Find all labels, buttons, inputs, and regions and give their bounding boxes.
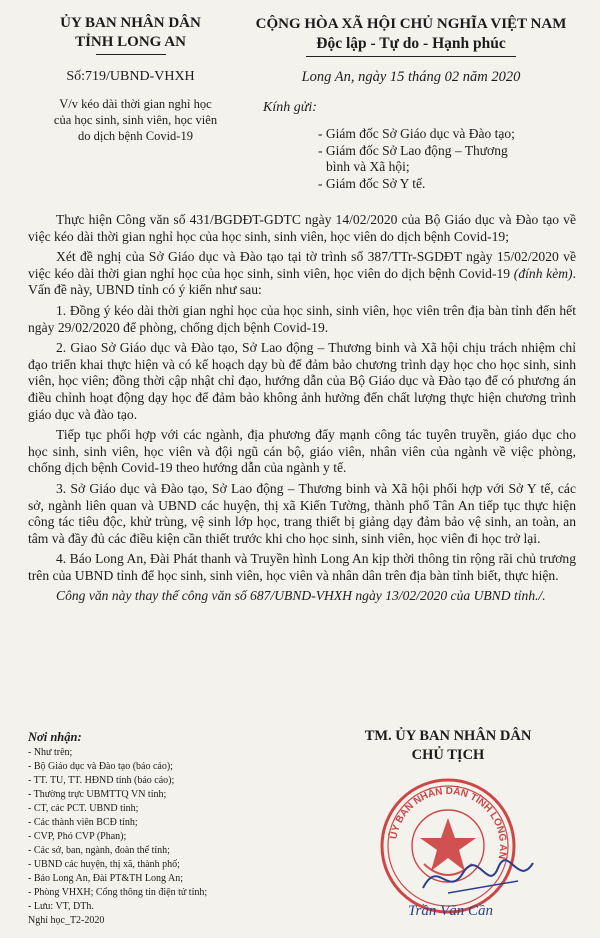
signer-name: Trần Văn Cần xyxy=(408,903,494,919)
motto-underline xyxy=(306,56,516,57)
signature-block xyxy=(328,728,568,919)
distribution-item: - Thường trực UBMTTQ VN tỉnh; xyxy=(28,789,167,800)
nation-name: CỘNG HÒA XÃ HỘI CHỦ NGHĨA VIỆT NAM xyxy=(255,16,567,32)
distribution-item: - UBND các huyện, thị xã, thành phố; xyxy=(28,859,180,870)
signer-role: CHỦ TỊCH xyxy=(411,747,485,763)
distribution-item: - TT. TU, TT. HĐND tỉnh (báo cáo); xyxy=(28,775,175,786)
distribution-list xyxy=(28,730,288,928)
distribution-item: - CVP, Phó CVP (Phan); xyxy=(28,831,127,842)
issuing-agency xyxy=(28,14,233,57)
distribution-item: - Phòng VHXH; Cổng thông tin điện tử tỉnh; xyxy=(28,887,208,898)
document-number: Số:719/UBND-VHXH xyxy=(66,69,195,84)
recipient-item: - Giám đốc Sở Lao động – Thương xyxy=(318,142,508,158)
paragraph-text: Xét đề nghị của Sở Giáo dục và Đào tạo tại tờ trình số 387/TTr-SGDĐT ngày 15/02/2020 về việc kéo dài thời gian nghỉ học của học sinh, sinh viên, học viên do dịch bệnh Covid-19 xyxy=(28,249,576,281)
paragraph-text: . Vấn đề này, UBND tỉnh có ý kiến như sau: xyxy=(28,265,576,298)
recipient-item: bình và Xã hội; xyxy=(326,159,410,174)
recipient-item: - Giám đốc Sở Giáo dục và Đào tạo; xyxy=(318,126,515,141)
handwritten-signature xyxy=(418,853,538,903)
distribution-item: - Như trên; xyxy=(28,747,73,758)
subject-line: do dịch bệnh Covid-19 xyxy=(78,129,193,143)
body-paragraph: Thực hiện Công văn số 431/BGDĐT-GDTC ngày 14/02/2020 của Bộ Giáo dục và Đào tạo về việc kéo dài thời gian nghỉ học của học sinh, sinh viên, học viên do dịch bệnh Covid-19; xyxy=(28,212,576,244)
closing-paragraph: Công văn này thay thế công văn số 687/UBND-VHXH ngày 13/02/2020 của UBND tỉnh./. xyxy=(56,588,546,604)
distribution-item: - Các sở, ban, ngành, đoàn thể tỉnh; xyxy=(28,845,170,856)
distribution-item: - Bộ Giáo dục và Đào tạo (báo cáo); xyxy=(28,761,173,772)
distribution-item: - CT, các PCT. UBND tỉnh; xyxy=(28,803,139,814)
distribution-item: - Các thành viên BCĐ tỉnh; xyxy=(28,817,138,828)
agency-line1: ỦY BAN NHÂN DÂN xyxy=(60,15,201,31)
distribution-item: - Báo Long An, Đài PT&TH Long An; xyxy=(28,873,183,884)
body-paragraph: 4. Báo Long An, Đài Phát thanh và Truyền hình Long An kịp thời thông tin rộng rãi chủ trương trên của UBND tỉnh để học sinh, sinh viên, học viên và nhân dân trên địa bàn tỉnh biết, thực hiện. xyxy=(28,551,576,583)
document-subject xyxy=(28,96,243,144)
seal-text: ỦY BAN NHÂN DÂN TỈNH LONG AN xyxy=(388,785,509,860)
agency-underline xyxy=(96,54,166,55)
body-paragraph: Tiếp tục phối hợp với các ngành, địa phương đẩy mạnh công tác tuyên truyền, giáo dục cho học sinh, sinh viên, học viên và đội ngũ cán bộ, giáo viên, nhân viên của ngành về việc phòng, chống dịch bệnh Covid-19 theo hướng dẫn của ngành y tế. xyxy=(28,427,576,476)
agency-line2: TỈNH LONG AN xyxy=(75,34,186,50)
body-paragraph: 1. Đồng ý kéo dài thời gian nghỉ học của học sinh, sinh viên, học viên trên địa bàn tỉnh đến hết ngày 29/02/2020 để phòng, chống dịch bệnh Covid-19. xyxy=(28,302,576,335)
document-header xyxy=(28,0,576,57)
recipient-item: - Giám đốc Sở Y tế. xyxy=(318,175,426,191)
subject-line: của học sinh, sinh viên, học viên xyxy=(53,113,218,127)
document-footer xyxy=(28,730,576,928)
body-paragraph xyxy=(28,249,576,299)
national-motto: Độc lập - Tự do - Hạnh phúc xyxy=(316,35,506,52)
body-paragraph: 2. Giao Sở Giáo dục và Đào tạo, Sở Lao động – Thương binh và Xã hội chịu trách nhiệm chỉ đạo triển khai thực hiện và có kế hoạch dạy bù để đảm bảo chương trình dạy học cho học sinh, sinh viên, học viên; đồng thời cập nhật chỉ đạo, hướng dẫn của Bộ Giáo dục và Đào tạo để có phương án điều chỉnh hoạt động dạy học để đảm bảo không ảnh hưởng đến chất lượng thực hiện chương trình giáo dục và đào tạo. xyxy=(28,340,576,422)
attachment-note: (đính kèm) xyxy=(513,265,573,281)
signing-organization: TM. ỦY BAN NHÂN DÂN xyxy=(364,728,532,744)
document-body xyxy=(28,212,576,605)
body-paragraph: 3. Sở Giáo dục và Đào tạo, Sở Lao động – Thương binh và Xã hội phối hợp với Sở Y tế, các sở, ngành liên quan và UBND các huyện, thị xã Kiến Tường, thành phố Tân An tiếp tục thực hiện công tác tiêu độc, khử trùng, vệ sinh lớp học, trang thiết bị giảng dạy đảm bảo vệ sinh, an toàn, an tâm và đầy đủ các điều kiện cần thiết trước khi cho học sinh, sinh viên, học viên đi học trở lại. xyxy=(28,480,576,546)
issue-date: Long An, ngày 15 tháng 02 năm 2020 xyxy=(301,69,521,85)
distribution-item: - Lưu: VT, DTh. xyxy=(28,901,94,912)
distribution-title: Nơi nhận: xyxy=(28,730,82,744)
national-title xyxy=(246,14,576,57)
subject-line: V/v kéo dài thời gian nghỉ học xyxy=(59,97,212,111)
recipient-list xyxy=(318,126,576,192)
number-date-row xyxy=(28,69,576,86)
file-code: Nghỉ học_T2-2020 xyxy=(28,915,105,926)
addressee-label: Kính gửi: xyxy=(263,100,317,115)
